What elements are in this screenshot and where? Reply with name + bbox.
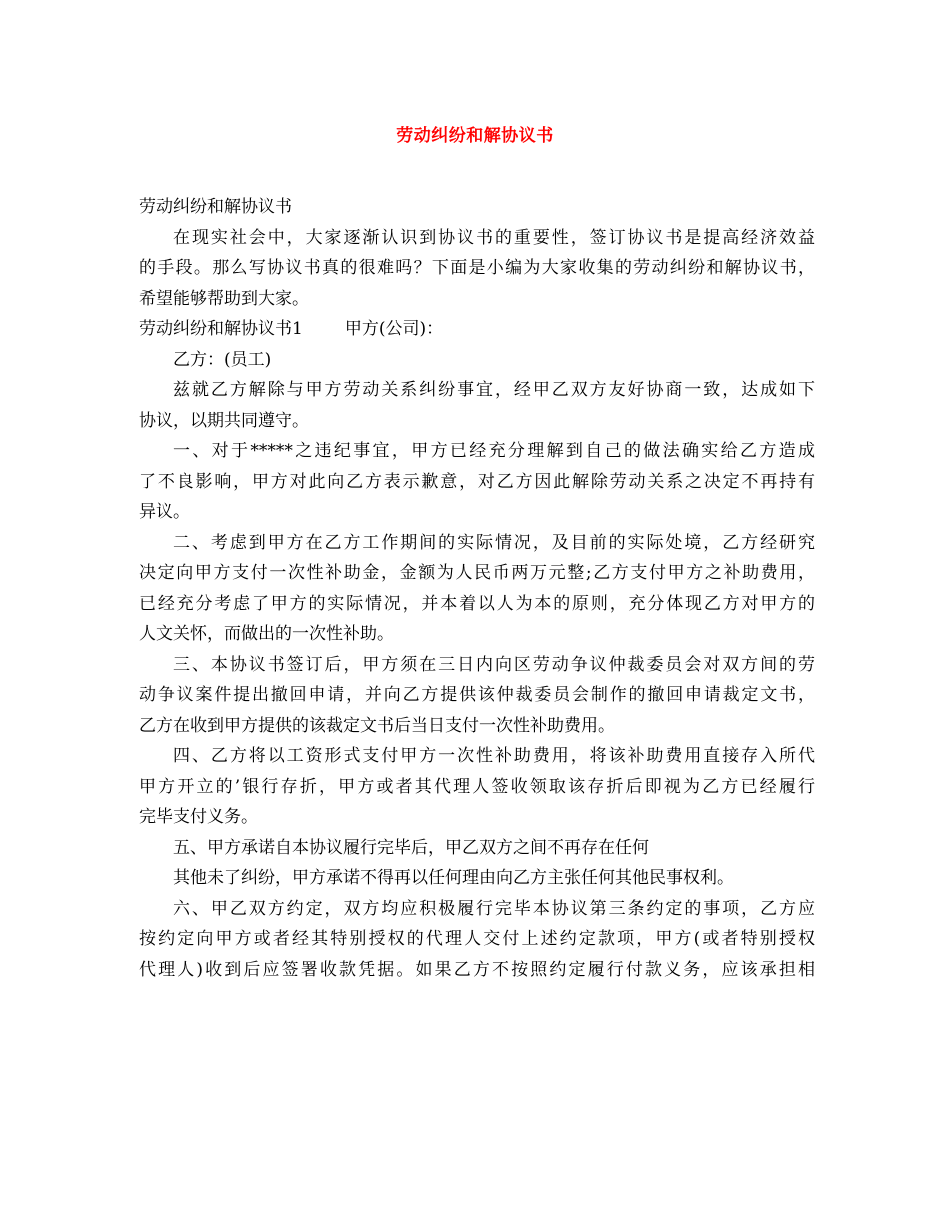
party-b-label: 乙方：(员工) (173, 349, 272, 370)
clause-6-line: 六、甲乙双方约定，双方均应积极履行完毕本协议第三条约定的事项，乙方应 (173, 898, 815, 919)
agreement-heading-row (139, 314, 815, 345)
party-a-label: 甲方(公司)： (344, 319, 444, 339)
clause-3-line: 动争议案件提出撤回申请，并向乙方提供该仲裁委员会制作的撤回申请裁定文书， (139, 685, 815, 705)
clause-3-line: 乙方在收到甲方提供的该裁定文书后当日支付一次性补助费用。 (139, 715, 615, 736)
clause-4-line: 甲方开立的’银行存折，甲方或者其代理人签收领取该存折后即视为乙方已经履行 (139, 776, 815, 797)
agreement-heading: 劳动纠纷和解协议书1 (139, 319, 303, 339)
clause-2-line: 决定向甲方支付一次性补助金，金额为人民币两万元整;乙方支付甲方之补助费用， (139, 563, 815, 583)
clause-5-line: 五、甲方承诺自本协议履行完毕后，甲乙双方之间不再存在任何 (173, 837, 649, 858)
intro-line: 的手段。那么写协议书真的很难吗？下面是小编为大家收集的劳动纠纷和解协议书， (139, 258, 815, 278)
intro-line: 在现实社会中，大家逐渐认识到协议书的重要性，签订协议书是提高经济效益 (173, 227, 815, 248)
clause-6-line: 代理人)收到后应签署收款凭据。如果乙方不按照约定履行付款义务，应该承担相 (139, 959, 815, 980)
preamble-line: 协议，以期共同遵守。 (139, 410, 309, 431)
clause-6-line: 按约定向甲方或者经其特别授权的代理人交付上述约定款项，甲方(或者特别授权 (139, 929, 815, 949)
document-body (139, 192, 815, 985)
preamble-line: 兹就乙方解除与甲方劳动关系纠纷事宜，经甲乙双方友好协商一致，达成如下 (173, 380, 815, 400)
clause-1-line: 了不良影响，甲方对此向乙方表示歉意，对乙方因此解除劳动关系之决定不再持有 (139, 471, 815, 492)
clause-5-line: 其他未了纠纷，甲方承诺不得再以任何理由向乙方主张任何其他民事权利。 (173, 868, 734, 888)
clause-2-line: 已经充分考虑了甲方的实际情况，并本着以人为本的原则，充分体现乙方对甲方的 (139, 593, 815, 614)
subtitle: 劳动纠纷和解协议书 (139, 197, 292, 217)
intro-line: 希望能够帮助到大家。 (139, 288, 309, 309)
document-title: 劳动纠纷和解协议书 (396, 126, 554, 146)
clause-4-line: 四、乙方将以工资形式支付甲方一次性补助费用，将该补助费用直接存入所代 (173, 746, 815, 766)
clause-2-line: 二、考虑到甲方在乙方工作期间的实际情况，及目前的实际处境，乙方经研究 (173, 532, 815, 553)
clause-3-line: 三、本协议书签订后，甲方须在三日内向区劳动争议仲裁委员会对双方间的劳 (173, 654, 815, 675)
clause-2-line: 人文关怀，而做出的一次性补助。 (139, 624, 394, 644)
clause-1-line: 异议。 (139, 502, 190, 522)
clause-4-line: 完毕支付义务。 (139, 807, 258, 827)
clause-1-line: 一、对于*****之违纪事宜，甲方已经充分理解到自己的做法确实给乙方造成 (173, 441, 815, 461)
